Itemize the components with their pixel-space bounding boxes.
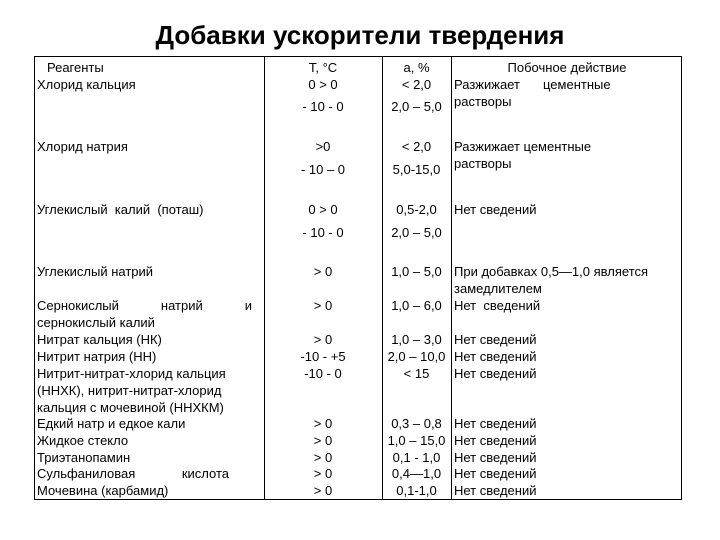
- side-effect-text: Разжижает цементные: [454, 139, 592, 154]
- reagent-name: Триэтанопамин: [37, 450, 131, 465]
- amount-value: 0,4—1,0: [391, 466, 442, 481]
- amount-value: 5,0-15,0: [392, 162, 441, 177]
- reagent-name: Жидкое стекло: [37, 433, 129, 448]
- reagent-name: Едкий натр и едкое кали: [37, 416, 186, 431]
- page-title: Добавки ускорители твердения: [155, 20, 565, 50]
- reagent-name: [37, 465, 229, 482]
- header-side-effect: Побочное действие: [507, 60, 627, 75]
- side-effect-text: Нет сведений: [454, 433, 537, 448]
- temperature-value: - 10 - 0: [302, 99, 344, 114]
- temperature-value: -10 - +5: [300, 349, 346, 364]
- reagent-name: Нитрит-нитрат-хлорид кальция: [37, 366, 226, 381]
- reagent-name: Углекислый калий (поташ): [37, 202, 204, 217]
- temperature-value: 0 > 0: [308, 202, 338, 217]
- amount-value: 2,0 – 10,0: [387, 349, 446, 364]
- temperature-value: - 10 - 0: [302, 225, 344, 240]
- header-temperature: Т, °С: [308, 60, 338, 75]
- reagent-name: Нитрит натрия (НН): [37, 349, 157, 364]
- reagent-name: Мочевина (карбамид): [37, 483, 169, 498]
- amount-value: 1,0 – 3,0: [391, 332, 442, 347]
- temperature-value: >0: [315, 139, 331, 154]
- amount-value: 0,5-2,0: [396, 202, 437, 217]
- reagent-name: Хлорид кальция: [37, 77, 136, 92]
- reagent-name-part: натрий: [160, 298, 203, 313]
- side-effect-text: цементные: [543, 77, 611, 92]
- side-effect-text: Нет сведений: [454, 332, 537, 347]
- amount-value: 1,0 – 15,0: [387, 433, 446, 448]
- reagent-name-part: и: [244, 298, 252, 313]
- side-effect-text: Нет сведений: [454, 416, 537, 431]
- reagent-name: сернокислый калий: [37, 315, 155, 330]
- reagent-name: [37, 297, 252, 314]
- temperature-value: > 0: [313, 298, 333, 313]
- header-reagents: Реагенты: [47, 60, 104, 75]
- amount-value: 1,0 – 6,0: [391, 298, 442, 313]
- temperature-value: > 0: [313, 433, 333, 448]
- temperature-value: > 0: [313, 264, 333, 279]
- reagent-name-part: кислота: [181, 466, 229, 481]
- temperature-value: > 0: [313, 416, 333, 431]
- amount-value: 2,0 – 5,0: [391, 225, 442, 240]
- side-effect-text: замедлителем: [454, 281, 542, 296]
- amount-value: < 2,0: [401, 77, 432, 92]
- side-effect-text: При добавках 0,5—1,0 является: [454, 264, 649, 279]
- side-effect-text: Нет сведений: [454, 466, 537, 481]
- amount-value: < 2,0: [401, 139, 432, 154]
- temperature-value: > 0: [313, 450, 333, 465]
- temperature-value: -10 - 0: [304, 366, 342, 381]
- reagent-name: (ННХК), нитрит-нитрат-хлорид: [37, 383, 222, 398]
- amount-value: 0,1-1,0: [396, 483, 437, 498]
- temperature-value: > 0: [313, 332, 333, 347]
- reagent-name-part: Сульфаниловая: [37, 466, 136, 481]
- side-effect-text: Нет сведений: [454, 202, 537, 217]
- side-effect-text: Нет сведений: [454, 450, 537, 465]
- amount-value: 2,0 – 5,0: [391, 99, 442, 114]
- amount-value: 0,3 – 0,8: [391, 416, 442, 431]
- reagent-name: кальция с мочевиной (ННХКМ): [37, 400, 224, 415]
- column-divider: [451, 57, 452, 499]
- side-effect-text: Нет сведений: [454, 349, 537, 364]
- side-effect-text: Разжижает: [454, 77, 520, 92]
- side-effect-text: Нет сведений: [454, 366, 537, 381]
- temperature-value: > 0: [313, 466, 333, 481]
- reagent-name: Нитрат кальция (НК): [37, 332, 162, 347]
- amount-value: 0,1 - 1,0: [392, 450, 441, 465]
- amount-value: 1,0 – 5,0: [391, 264, 442, 279]
- temperature-value: - 10 – 0: [300, 162, 346, 177]
- reagent-name: Хлорид натрия: [37, 139, 128, 154]
- additives-table: [34, 56, 682, 500]
- temperature-value: > 0: [313, 483, 333, 498]
- side-effect-text: Нет сведений: [454, 483, 537, 498]
- amount-value: < 15: [403, 366, 430, 381]
- header-amount: а, %: [403, 60, 430, 75]
- side-effect-text: растворы: [454, 94, 512, 109]
- side-effect-text: Нет сведений: [454, 298, 541, 313]
- reagent-name: Углекислый натрий: [37, 264, 154, 279]
- side-effect-text: растворы: [454, 156, 512, 171]
- reagent-name-part: Сернокислый: [37, 298, 119, 313]
- temperature-value: 0 > 0: [308, 77, 338, 92]
